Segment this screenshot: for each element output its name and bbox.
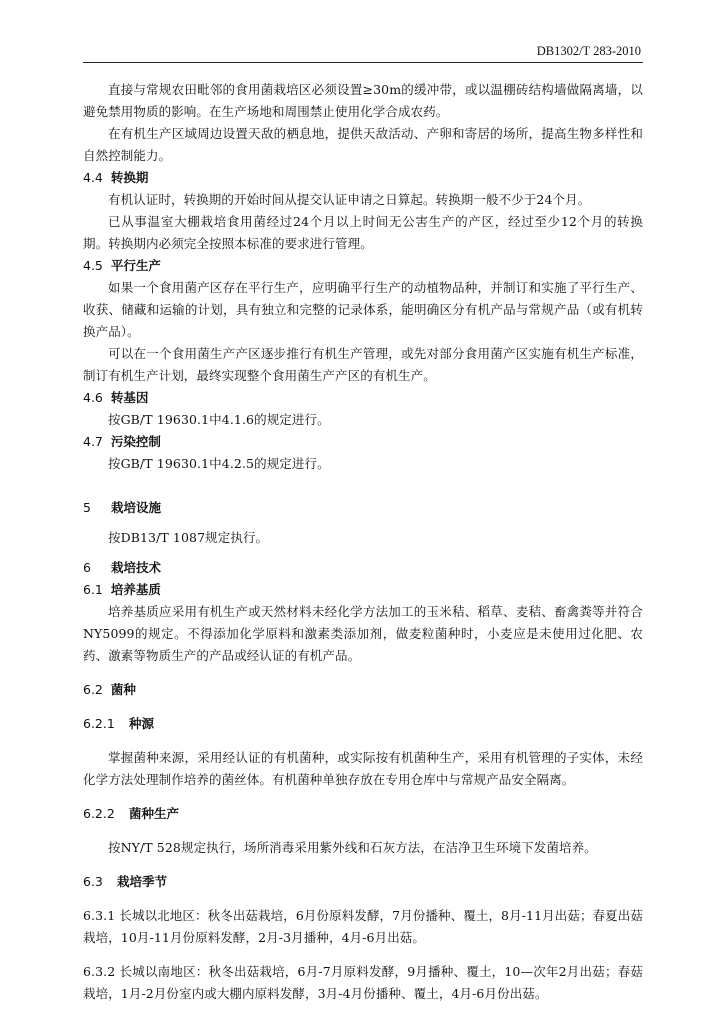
section-title: 栽培季节	[117, 874, 168, 889]
paragraph-4-6: 按GB/T 19630.1中4.1.6的规定进行。	[108, 412, 330, 427]
paragraph-6-2-1: 掌握菌种来源，采用经认证的有机菌种，或实际按有机菌种生产，采用有机管理的子实体，未经化学方法处理制作培养的菌丝体。有机菌种单独存放在专用仓库中与常规产品安全隔离。	[83, 750, 643, 787]
section-heading-4-5	[83, 255, 643, 277]
paragraph-4-4-2: 已从事温室大棚栽培食用菌经过24个月以上时间无公害生产的产区，经过至少12个月的转换期。转换期内必须完全按照本标准的要求进行管理。	[83, 214, 643, 251]
chapter-number: 5	[83, 500, 91, 515]
section-heading-6-2-1	[83, 713, 643, 735]
section-number: 6.1	[83, 582, 103, 597]
section-title: 污染控制	[110, 434, 161, 449]
section-title: 菌种	[110, 682, 136, 697]
paragraph-4-5-2: 可以在一个食用菌生产产区逐步推行有机生产管理，或先对部分食用菌产区实施有机生产标准，制订有机生产计划，最终实现整个食用菌生产产区的有机生产。	[83, 346, 643, 383]
section-number: 4.5	[83, 258, 103, 273]
section-number: 6.3	[83, 874, 103, 889]
section-heading-6-2-2	[83, 803, 643, 825]
chapter-heading-6	[83, 557, 643, 579]
section-title: 培养基质	[110, 582, 161, 597]
paragraph-4-4-1: 有机认证时，转换期的开始时间从提交认证申请之日算起。转换期一般不少于24个月。	[108, 192, 591, 207]
paragraph-4-7: 按GB/T 19630.1中4.2.5的规定进行。	[108, 456, 330, 471]
paragraph-buffer-zone: 直接与常规农田毗邻的食用菌栽培区必须设置≥30m的缓冲带，或以温棚砖结构墙做隔离墙，以避免禁用物质的影响。在生产场地和周围禁止使用化学合成农药。	[83, 82, 643, 119]
spacer	[83, 475, 643, 497]
spacer	[83, 701, 643, 713]
document-code: DB1302/T 283-2010	[536, 44, 641, 58]
section-title: 转基因	[110, 390, 149, 405]
paragraph-6-2-2: 按NY/T 528规定执行，场所消毒采用紫外线和石灰方法，在洁净卫生环境下发菌培养。	[108, 840, 597, 855]
section-title: 种源	[129, 716, 155, 731]
section-heading-6-3	[83, 871, 643, 893]
paragraph-6-3-1: 6.3.1 长城以北地区：秋冬出菇栽培，6月份原料发酵，7月份播种、覆土，8月-11月出菇；春夏出菇栽培，10月-11月份原料发酵，2月-3月播种，4月-6月出菇。	[83, 908, 643, 945]
section-title: 转换期	[110, 170, 149, 185]
section-number: 4.4	[83, 170, 103, 185]
paragraph-4-5-1: 如果一个食用菌产区存在平行生产，应明确平行生产的动植物品种，并制订和实施了平行生产、收获、储藏和运输的计划，具有独立和完整的记录体系，能明确区分有机产品与常规产品（或有机转换产品）。	[83, 280, 643, 339]
spacer	[83, 949, 643, 961]
paragraph-5: 按DB13/T 1087规定执行。	[108, 530, 269, 545]
section-number: 6.2.2	[83, 806, 115, 821]
chapter-title: 栽培设施	[111, 500, 162, 515]
spacer	[83, 549, 643, 557]
section-heading-4-7	[83, 431, 643, 453]
spacer	[83, 667, 643, 679]
section-number: 4.7	[83, 434, 103, 449]
paragraph-habitat: 在有机生产区域周边设置天敌的栖息地，提供天敌活动、产卵和寄居的场所，提高生物多样性和自然控制能力。	[83, 126, 643, 163]
chapter-title: 栽培技术	[111, 560, 162, 575]
spacer	[83, 825, 643, 837]
paragraph-6-3-2: 6.3.2 长城以南地区：秋冬出菇栽培，6月-7月原料发酵，9月播种、覆土，10—次年2月出菇；春菇栽培，1月-2月份室内或大棚内原料发酵，3月-4月份播种、覆土，4月-6月份出菇。	[83, 964, 643, 1001]
section-heading-4-6	[83, 387, 643, 409]
section-heading-6-1	[83, 579, 643, 601]
header-rule	[83, 62, 643, 63]
spacer	[83, 859, 643, 871]
section-title: 菌种生产	[129, 806, 180, 821]
section-heading-4-4	[83, 167, 643, 189]
section-title: 平行生产	[110, 258, 161, 273]
chapter-heading-5	[83, 497, 643, 519]
section-number: 4.6	[83, 390, 103, 405]
section-number: 6.2	[83, 682, 103, 697]
spacer	[83, 735, 643, 747]
chapter-number: 6	[83, 560, 91, 575]
document-body	[83, 79, 643, 1005]
spacer	[83, 893, 643, 905]
spacer	[83, 519, 643, 527]
paragraph-6-1: 培养基质应采用有机生产或天然材料未经化学方法加工的玉米秸、稻草、麦秸、畜禽粪等并符合NY5099的规定。不得添加化学原料和激素类添加剂，做麦粒菌种时，小麦应是未使用过化肥、农药、激素等物质生产的产品或经认证的有机产品。	[83, 604, 643, 663]
section-heading-6-2	[83, 679, 643, 701]
spacer	[83, 791, 643, 803]
section-number: 6.2.1	[83, 716, 115, 731]
